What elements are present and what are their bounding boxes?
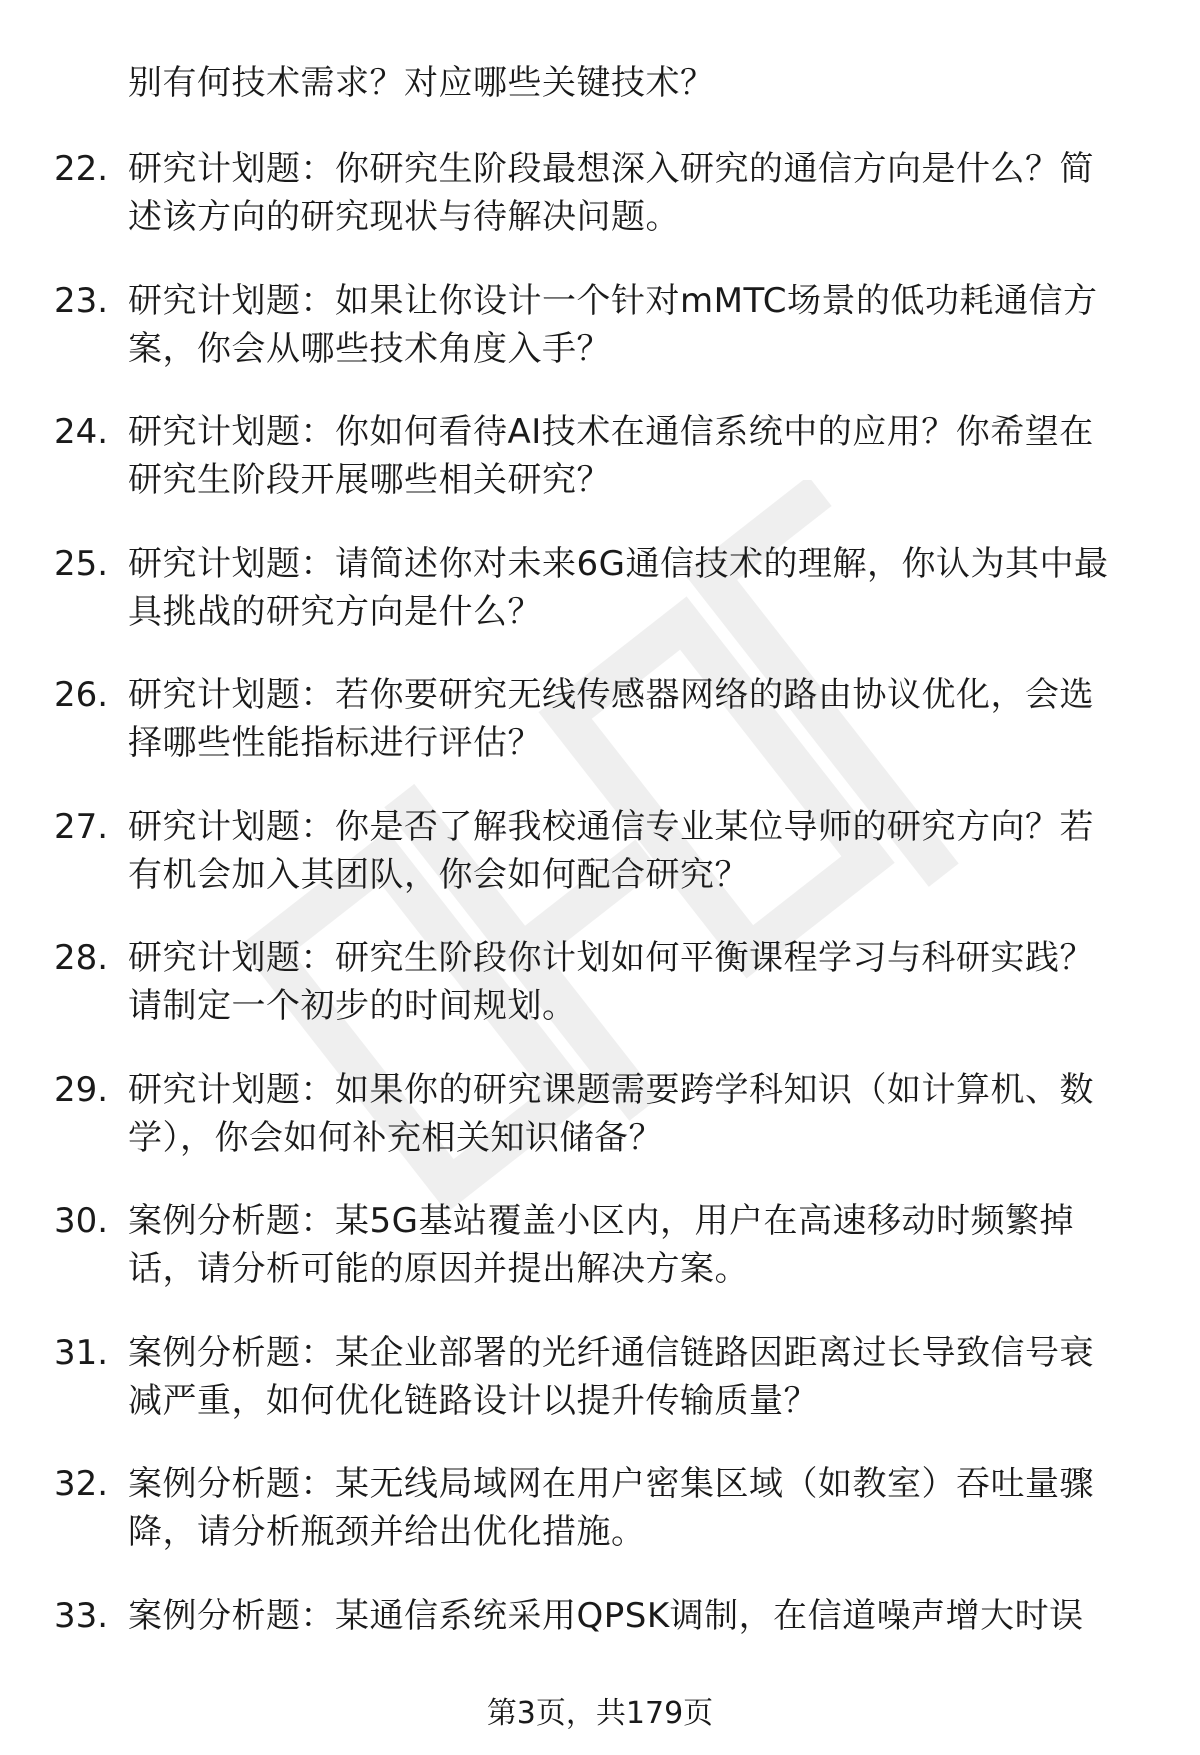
question-item <box>0 670 1200 802</box>
question-item <box>0 1065 1200 1197</box>
question-item <box>0 407 1200 539</box>
question-text-line: 述该方向的研究现状与待解决问题。 <box>128 197 680 237</box>
question-text-line: 有机会加入其团队，你会如何配合研究？ <box>128 854 749 895</box>
question-item <box>0 1196 1200 1328</box>
question-text-line: 案例分析题：某5G基站覆盖小区内，用户在高速移动时频繁掉 <box>128 1201 1074 1241</box>
question-list <box>0 144 1200 1722</box>
question-item <box>0 276 1200 408</box>
question-item <box>0 1328 1200 1460</box>
question-number: 25. <box>54 543 109 584</box>
continuation-text: 别有何技术需求？对应哪些关键技术？ <box>128 63 715 103</box>
question-text-line: 请制定一个初步的时间规划。 <box>128 986 577 1026</box>
question-number: 32. <box>54 1464 109 1504</box>
question-text-line: 研究计划题：若你要研究无线传感器网络的路由协议优化，会选 <box>128 675 1094 715</box>
question-text-line: 研究计划题：如果你的研究课题需要跨学科知识（如计算机、数 <box>128 1069 1094 1110</box>
question-number: 28. <box>54 938 109 978</box>
question-number: 24. <box>54 412 109 452</box>
question-item <box>0 144 1200 276</box>
page-footer: 第3页，共179页 <box>486 1696 714 1731</box>
question-text-line: 学），你会如何补充相关知识储备？ <box>128 1117 663 1158</box>
question-item <box>0 802 1200 934</box>
question-text-line: 研究计划题：你如何看待AI技术在通信系统中的应用？你希望在 <box>128 412 1094 452</box>
question-text-line: 择哪些性能指标进行评估？ <box>128 723 542 763</box>
question-text-line: 研究计划题：你是否了解我校通信专业某位导师的研究方向？若 <box>128 806 1094 847</box>
question-item <box>0 539 1200 671</box>
question-number: 26. <box>54 675 109 715</box>
question-text-line: 话，请分析可能的原因并提出解决方案。 <box>128 1249 749 1289</box>
question-number: 29. <box>54 1069 109 1110</box>
question-text-line: 研究计划题：你研究生阶段最想深入研究的通信方向是什么？简 <box>128 149 1094 189</box>
question-number: 27. <box>54 806 109 847</box>
question-number: 31. <box>54 1332 109 1373</box>
question-item <box>0 933 1200 1065</box>
question-text-line: 案例分析题：某无线局域网在用户密集区域（如教室）吞吐量骤 <box>128 1464 1094 1504</box>
question-text-line: 减严重，如何优化链路设计以提升传输质量？ <box>128 1380 818 1421</box>
question-text-line: 研究计划题：请简述你对未来6G通信技术的理解，你认为其中最 <box>128 543 1109 584</box>
question-text-line: 案，你会从哪些技术角度入手？ <box>128 328 611 369</box>
question-number: 22. <box>54 149 109 189</box>
question-number: 33. <box>54 1595 109 1636</box>
question-item <box>0 1459 1200 1591</box>
question-text-line: 研究生阶段开展哪些相关研究？ <box>128 460 611 500</box>
question-text-line: 研究计划题：研究生阶段你计划如何平衡课程学习与科研实践？ <box>128 938 1094 978</box>
question-text-line: 案例分析题：某企业部署的光纤通信链路因距离过长导致信号衰 <box>128 1332 1094 1373</box>
question-number: 30. <box>54 1201 109 1241</box>
question-text-line: 研究计划题：如果让你设计一个针对mMTC场景的低功耗通信方 <box>128 280 1098 321</box>
question-text-line: 案例分析题：某通信系统采用QPSK调制，在信道噪声增大时误 <box>128 1595 1084 1636</box>
question-number: 23. <box>54 280 109 321</box>
question-text-line: 降，请分析瓶颈并给出优化措施。 <box>128 1512 646 1552</box>
question-text-line: 具挑战的研究方向是什么？ <box>128 591 542 632</box>
